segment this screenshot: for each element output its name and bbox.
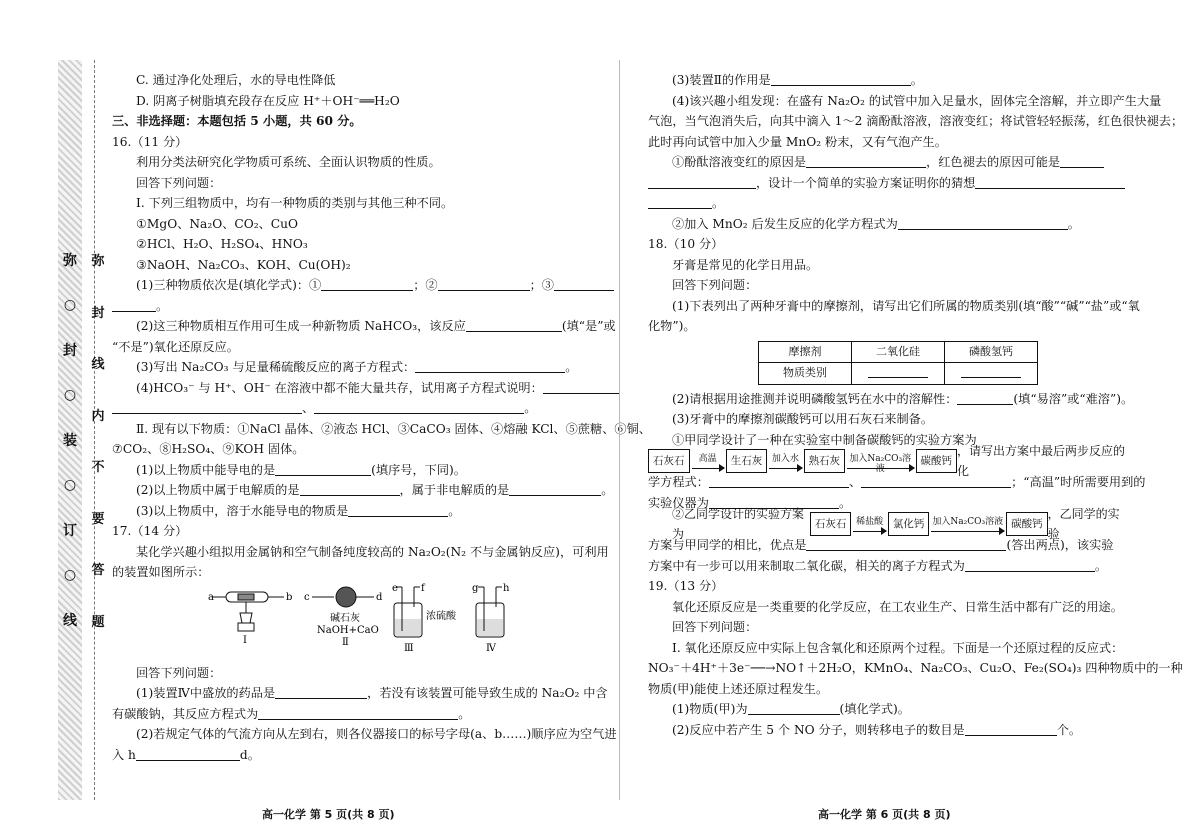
table-row bbox=[759, 363, 1038, 385]
flow-box: 熟石灰 bbox=[804, 449, 846, 474]
binding-circle: ○ bbox=[63, 567, 77, 583]
q16-4-cont: 、 。 bbox=[112, 398, 590, 419]
flow-box: 生石灰 bbox=[726, 449, 768, 474]
text: 实验仪器为 bbox=[648, 495, 709, 510]
label-c: c bbox=[304, 591, 310, 603]
table-cell: 摩擦剂 bbox=[759, 341, 852, 363]
label-conc-h2so4: 浓硫酸 bbox=[426, 610, 456, 622]
question-16-heading: 16.（11 分） bbox=[112, 134, 188, 149]
q18-1-text: (1)下表列出了两种牙膏中的摩擦剂，请写出它们所属的物质类别(填“酸”“碱”“盐”或“氧 bbox=[672, 298, 1140, 313]
q16-3-line: (3)写出 Na₂CO₃ 与足量稀硫酸反应的离子方程式： 。 bbox=[136, 360, 578, 374]
flow-box: 碳酸钙 bbox=[1006, 512, 1048, 537]
q18-3-1-text: ①甲同学设计了一种在实验室中制备碳酸钙的实验方案为 bbox=[672, 432, 977, 447]
answer-prompt-2: 回答下列问题： bbox=[136, 665, 222, 680]
q19-i-text: Ⅰ. 氧化还原反应中实际上包含氧化和还原两个过程。下面是一个还原过程的反应式： bbox=[672, 640, 1124, 655]
q16-1-cont bbox=[112, 296, 590, 317]
text: (1)装置Ⅳ中盛放的药品是 bbox=[136, 686, 276, 700]
q16-2-cont: “不是”)氧化还原反应。 bbox=[112, 339, 239, 354]
q17-4-cont2: 此时再向试管中加入少量 MnO₂ 粉末，又有气泡产生。 bbox=[648, 134, 947, 149]
flow-box: 石灰石 bbox=[648, 449, 690, 474]
q18-3-2e: 方案中有一步可以用来制取二氧化碳，相关的离子方程式为 。 bbox=[648, 558, 1108, 573]
q16-1-line bbox=[112, 275, 590, 296]
text: ，属于非电解质的是 bbox=[399, 483, 510, 497]
answer-blank[interactable] bbox=[112, 297, 156, 312]
q17-1-cont: 有碳酸钠，其反应方程式为 。 bbox=[112, 706, 471, 721]
answer-blank[interactable] bbox=[898, 215, 1068, 230]
answer-blank[interactable] bbox=[965, 721, 1057, 736]
answer-blank[interactable] bbox=[806, 536, 1006, 551]
answer-blank[interactable] bbox=[275, 461, 371, 476]
roman-i: Ⅰ bbox=[243, 634, 247, 646]
answer-blank[interactable] bbox=[348, 502, 448, 517]
text: (答出两点)，该实验 bbox=[1006, 538, 1114, 552]
answer-blank[interactable] bbox=[1060, 153, 1104, 168]
answer-blank[interactable] bbox=[648, 194, 712, 209]
flow-box: 碳酸钙 bbox=[916, 449, 958, 474]
table-row bbox=[759, 341, 1038, 363]
flow-arrow: 加入水 bbox=[769, 454, 801, 469]
group-2: ②HCl、H₂O、H₂SO₄、HNO₃ bbox=[136, 237, 308, 251]
table-cell: 物质类别 bbox=[759, 363, 852, 385]
label-g: g bbox=[472, 582, 479, 594]
table-answer-cell[interactable] bbox=[945, 363, 1038, 385]
text: 。 bbox=[156, 298, 169, 313]
answer-blank[interactable] bbox=[136, 746, 240, 761]
binding-char: 封 bbox=[63, 343, 77, 359]
text: (2)这三种物质相互作用可生成一种新物质 NaHCO₃，该反应 bbox=[136, 319, 466, 333]
flow-arrow: 高温 bbox=[692, 454, 724, 469]
text: (1)物质(甲)为 bbox=[672, 702, 748, 716]
q16-2-line bbox=[112, 316, 616, 337]
part-i-text: Ⅰ. 下列三组物质中，均有一种物质的类别与其他三种不同。 bbox=[136, 196, 454, 210]
question-16-intro: 利用分类法研究化学物质可系统、全面认识物质的性质。 bbox=[136, 155, 441, 169]
text: (2)反应中若产生 5 个 NO 分子，则转移电子的数目是 bbox=[672, 722, 965, 737]
text: (填“易溶”或“难溶”)。 bbox=[1013, 391, 1134, 406]
part-ii-cont: ⑦CO₂、⑧H₂SO₄、⑨KOH 固体。 bbox=[112, 442, 305, 456]
section-heading: 三、非选择题：本题包括 5 小题，共 60 分。 bbox=[112, 114, 362, 128]
q16-4-line bbox=[112, 378, 590, 399]
q17-4-1-cont bbox=[648, 173, 1128, 194]
answer-blank[interactable] bbox=[648, 174, 756, 189]
text: (4)HCO₃⁻ 与 H⁺、OH⁻ 在溶液中都不能大量共存，试用离子方程式说明： bbox=[136, 380, 543, 395]
apparatus-ii bbox=[312, 587, 374, 607]
text: 方案中有一步可以用来制取二氧化碳，相关的离子方程式为 bbox=[648, 558, 965, 573]
q18-3-1b: 学方程式： 、 ；“高温”时所需要用到的 bbox=[648, 475, 1146, 489]
text: 有碳酸钠，其反应方程式为 bbox=[112, 706, 259, 721]
flow-diagram-2 bbox=[648, 506, 1128, 541]
binding-char: 装 bbox=[63, 433, 77, 449]
binding-char: 答 bbox=[91, 563, 105, 579]
answer-blank[interactable] bbox=[300, 481, 400, 496]
text: ①酚酞溶液变红的原因是 bbox=[672, 155, 807, 169]
text: ，请写出方案中最后两步反应的化 bbox=[957, 443, 1126, 478]
apparatus-svg bbox=[112, 583, 590, 663]
apparatus-i bbox=[212, 592, 284, 631]
q17-4-text: (4)该兴趣小组发现：在盛有 Na₂O₂ 的试管中加入足量水，固体完全溶解，并立即产生大量 bbox=[672, 93, 1162, 108]
binding-char: 线 bbox=[91, 357, 105, 373]
answer-blank[interactable] bbox=[771, 71, 911, 86]
label-d: d bbox=[376, 591, 383, 603]
binding-outer-text bbox=[58, 250, 82, 630]
left-column bbox=[112, 70, 651, 765]
text: ，设计一个简单的实验方案证明你的猜想 bbox=[756, 175, 976, 190]
page-footer-left: 高一化学 第 5 页(共 8 页) bbox=[262, 808, 395, 821]
binding-char: 不 bbox=[91, 460, 105, 476]
answer-blank[interactable] bbox=[965, 557, 1095, 572]
apparatus-figure bbox=[112, 583, 590, 663]
part-ii-text: Ⅱ. 现有以下物质：①NaCl 晶体、②液态 HCl、③CaCO₃ 固体、④熔融 KCl、⑤蔗糖、⑥铜、 bbox=[136, 421, 651, 436]
text: (填序号，下同)。 bbox=[371, 462, 466, 477]
abrasive-table bbox=[758, 341, 1038, 385]
option-c: C. 通过净化处理后，水的导电性降低 bbox=[136, 73, 336, 87]
q17-intro: 某化学兴趣小组拟用金属钠和空气制备纯度较高的 Na₂O₂(N₂ 不与金属钠反应)，可利用 bbox=[136, 544, 609, 559]
q17-4-1-cont2: 。 bbox=[648, 193, 1128, 214]
q18-3-2c bbox=[648, 535, 1128, 556]
binding-char: 内 bbox=[91, 408, 105, 424]
q17-1-line bbox=[112, 683, 608, 704]
q17-intro-cont: 的装置如图所示： bbox=[112, 565, 210, 579]
answer-blank[interactable] bbox=[258, 705, 458, 720]
answer-blank[interactable] bbox=[957, 390, 1013, 405]
label-naoh-cao: NaOH+CaO bbox=[317, 624, 379, 636]
text: (填“是”或 bbox=[561, 319, 616, 333]
flow-box: 氯化钙 bbox=[888, 512, 930, 537]
q17-4-cont1: 气泡，当气泡消失后，向其中滴入 1～2 滴酚酞溶液，溶液变红；将试管轻轻振荡，红色很快褪去； bbox=[648, 114, 1184, 128]
table-cell: 磷酸氢钙 bbox=[945, 341, 1038, 363]
q16-ii-3: (3)以上物质中，溶于水能导电的物质是 。 bbox=[136, 503, 461, 518]
answer-blank[interactable] bbox=[275, 684, 367, 699]
answer-blank[interactable] bbox=[321, 276, 413, 291]
answer-blank[interactable] bbox=[748, 700, 840, 715]
answer-prompt: 回答下列问题： bbox=[136, 175, 222, 190]
binding-char: 线 bbox=[63, 613, 77, 629]
table-answer-cell[interactable] bbox=[852, 363, 945, 385]
answer-blank[interactable] bbox=[861, 473, 1011, 488]
text: ，红色褪去的原因可能是 bbox=[926, 155, 1061, 169]
text: ；③ bbox=[529, 278, 554, 292]
binding-circle: ○ bbox=[63, 297, 77, 313]
text: 个。 bbox=[1056, 722, 1082, 737]
q19-i-cont: 物质(甲)能使上述还原过程发生。 bbox=[648, 681, 829, 696]
table-cell: 二氧化硅 bbox=[852, 341, 945, 363]
flow-diagram-1 bbox=[648, 443, 1128, 478]
binding-char: 要 bbox=[91, 511, 105, 527]
text: ②乙同学设计的实验方案为 bbox=[672, 506, 805, 541]
text: 方案与甲同学的相比，优点是 bbox=[648, 538, 807, 552]
text: ；② bbox=[413, 278, 438, 292]
answer-blank[interactable] bbox=[466, 317, 562, 332]
flow-arrow: 加入Na₂CO₃溶液 bbox=[931, 517, 1004, 532]
answer-blank[interactable] bbox=[509, 481, 601, 496]
q16-ii-1 bbox=[112, 460, 590, 481]
text: (2)请根据用途推测并说明磷酸氢钙在水中的溶解性： bbox=[672, 391, 958, 406]
text: (3)写出 Na₂CO₃ 与足量稀硫酸反应的离子方程式： bbox=[136, 360, 416, 374]
flow-arrow: 加入Na₂CO₃溶液 bbox=[847, 454, 913, 469]
question-19-heading: 19.（13 分） bbox=[648, 579, 724, 593]
answer-blank[interactable] bbox=[709, 473, 849, 488]
text: 入 h bbox=[112, 747, 136, 762]
label-h: h bbox=[503, 582, 510, 594]
apparatus-iv bbox=[476, 587, 504, 637]
flow-arrow: 稀盐酸 bbox=[853, 517, 886, 532]
label-e: e bbox=[392, 582, 398, 594]
binding-inner-text bbox=[90, 250, 106, 630]
text: d。 bbox=[239, 747, 260, 762]
text: 学方程式： bbox=[648, 475, 709, 489]
flow-box: 石灰石 bbox=[810, 512, 852, 537]
page-footer-right: 高一化学 第 6 页(共 8 页) bbox=[818, 808, 951, 821]
q17-2-cont bbox=[112, 745, 590, 766]
q19-i-equation: NO₃⁻＋4H⁺＋3e⁻──→NO↑＋2H₂O，KMnO₄、Na₂CO₃、Cu₂O、Fe₂(SO₄)₃ 四种物质中的一种 bbox=[648, 661, 1183, 675]
text: (1)三种物质依次是(填化学式)：① bbox=[136, 278, 322, 292]
q17-3-line: (3)装置Ⅱ的作用是 。 bbox=[672, 73, 923, 87]
binding-char: 题 bbox=[91, 614, 105, 630]
group-1: ①MgO、Na₂O、CO₂、CuO bbox=[136, 216, 298, 231]
roman-ii: Ⅱ bbox=[342, 636, 349, 648]
text: ；“高温”时所需要用到的 bbox=[1011, 475, 1146, 489]
binding-char: 封 bbox=[91, 305, 105, 321]
text: (2)以上物质中属于电解质的是 bbox=[136, 483, 300, 497]
label-f: f bbox=[421, 582, 425, 594]
q17-4-1-line bbox=[648, 152, 1128, 173]
question-17-heading: 17.（14 分） bbox=[112, 524, 188, 538]
q18-2-line bbox=[648, 389, 1134, 410]
answer-blank[interactable] bbox=[975, 174, 1125, 189]
answer-blank[interactable] bbox=[314, 399, 524, 414]
q17-4-2-line: ②加入 MnO₂ 后发生反应的化学方程式为 。 bbox=[672, 216, 1080, 231]
label-b: b bbox=[286, 591, 293, 603]
q17-2-line: (2)若规定气体的气流方向从左到右，则各仪器接口的标号字母(a、b……)顺序应为空气进 bbox=[136, 727, 617, 741]
text: ，若没有该装置可能导致生成的 Na₂O₂ 中含 bbox=[367, 686, 608, 700]
q18-3-1d: 实验仪器为 。 bbox=[648, 495, 852, 510]
right-column bbox=[648, 70, 1184, 740]
text: (3)以上物质中，溶于水能导电的物质是 bbox=[136, 503, 349, 518]
q19-2-line bbox=[648, 720, 1128, 741]
binding-char: 弥 bbox=[91, 254, 105, 269]
q19-1-line bbox=[648, 699, 1128, 720]
answer-blank[interactable] bbox=[543, 379, 619, 394]
apparatus-iii bbox=[394, 587, 422, 637]
option-d: D. 阴离子树脂填充段存在反应 H⁺＋OH⁻══H₂O bbox=[136, 93, 400, 108]
text: (3)装置Ⅱ的作用是 bbox=[672, 73, 771, 87]
answer-blank[interactable] bbox=[806, 153, 926, 168]
roman-iv: Ⅳ bbox=[486, 642, 496, 654]
q19-intro: 氧化还原反应是一类重要的化学反应，在工农业生产、日常生活中都有广泛的用途。 bbox=[672, 599, 1123, 614]
column-divider bbox=[619, 60, 620, 800]
q18-3-text: (3)牙膏中的摩擦剂碳酸钙可以用石灰石来制备。 bbox=[672, 412, 934, 426]
text: (1)以上物质中能导电的是 bbox=[136, 462, 276, 477]
q16-ii-2: (2)以上物质中属于电解质的是 ，属于非电解质的是 。 bbox=[136, 483, 614, 497]
binding-char: 订 bbox=[63, 523, 77, 539]
answer-prompt-3: 回答下列问题： bbox=[672, 278, 758, 292]
roman-iii: Ⅲ bbox=[404, 642, 414, 654]
binding-char: 弥 bbox=[63, 253, 77, 269]
text: (填化学式)。 bbox=[839, 702, 910, 716]
group-3: ③NaOH、Na₂CO₃、KOH、Cu(OH)₂ bbox=[136, 257, 351, 272]
q18-intro: 牙膏是常见的化学日用品。 bbox=[672, 257, 819, 272]
label-a: a bbox=[208, 591, 214, 603]
binding-circle: ○ bbox=[63, 387, 77, 403]
answer-blank[interactable] bbox=[438, 276, 530, 291]
label-soda-lime: 碱石灰 bbox=[330, 612, 360, 624]
answer-blank[interactable] bbox=[112, 399, 302, 414]
q18-1-cont: 化物”)。 bbox=[648, 319, 696, 333]
question-18-heading: 18.（10 分） bbox=[648, 237, 724, 251]
binding-circle: ○ bbox=[63, 477, 77, 493]
answer-blank[interactable] bbox=[554, 276, 614, 291]
answer-prompt-4: 回答下列问题： bbox=[672, 620, 758, 634]
answer-blank[interactable] bbox=[415, 358, 565, 373]
text: ②加入 MnO₂ 后发生反应的化学方程式为 bbox=[672, 216, 898, 231]
text: ，乙同学的实验 bbox=[1047, 506, 1120, 541]
